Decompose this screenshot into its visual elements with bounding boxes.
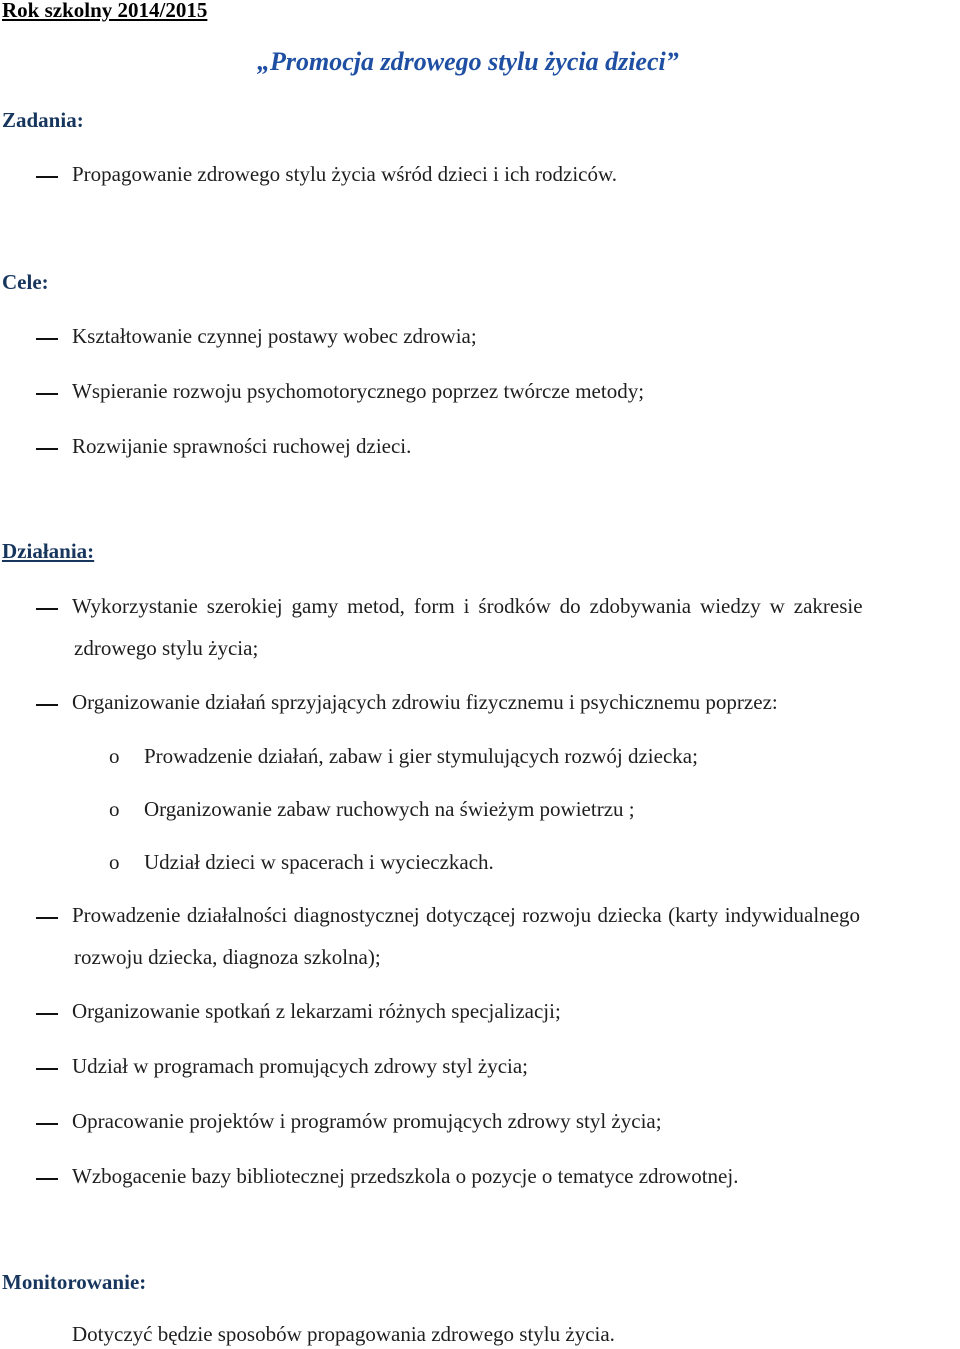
circle-bullet-icon: o xyxy=(109,744,120,768)
section-heading-dzialania: Działania: xyxy=(2,539,95,563)
list-item-continuation: rozwoju dziecka, diagnoza szkolna); xyxy=(74,945,381,969)
dash-bullet-icon xyxy=(36,448,58,450)
sub-list-item: Udział dzieci w spacerach i wycieczkach. xyxy=(144,850,494,874)
dash-bullet-icon xyxy=(36,1068,58,1070)
section-heading-zadania: Zadania: xyxy=(2,108,84,132)
list-item: Wzbogacenie bazy bibliotecznej przedszkola o pozycje o tematyce zdrowotnej. xyxy=(72,1164,739,1188)
dash-bullet-icon xyxy=(36,608,58,610)
circle-bullet-icon: o xyxy=(109,797,120,821)
document-title: „Promocja zdrowego stylu życia dzieci” xyxy=(257,47,679,76)
dash-bullet-icon xyxy=(36,1178,58,1180)
section-heading-monitorowanie: Monitorowanie: xyxy=(2,1270,147,1294)
monitoring-text: Dotyczyć będzie sposobów propagowania zdrowego stylu życia. xyxy=(72,1322,615,1346)
dash-bullet-icon xyxy=(36,1123,58,1125)
dash-bullet-icon xyxy=(36,704,58,706)
sub-list-item: Organizowanie zabaw ruchowych na świeżym powietrzu ; xyxy=(144,797,635,821)
list-item-continuation: zdrowego stylu życia; xyxy=(74,636,259,660)
list-item: Udział w programach promujących zdrowy styl życia; xyxy=(72,1054,529,1078)
list-item: Organizowanie spotkań z lekarzami różnych specjalizacji; xyxy=(72,999,561,1023)
dash-bullet-icon xyxy=(36,1013,58,1015)
list-item: Kształtowanie czynnej postawy wobec zdrowia; xyxy=(72,324,477,348)
circle-bullet-icon: o xyxy=(109,850,120,874)
list-item: Organizowanie działań sprzyjających zdrowiu fizycznemu i psychicznemu poprzez: xyxy=(72,690,778,714)
sub-list-item: Prowadzenie działań, zabaw i gier stymulujących rozwój dziecka; xyxy=(144,744,698,768)
list-item: Opracowanie projektów i programów promujących zdrowy styl życia; xyxy=(72,1109,662,1133)
dash-bullet-icon xyxy=(36,393,58,395)
dash-bullet-icon xyxy=(36,917,58,919)
section-heading-cele: Cele: xyxy=(2,270,49,294)
list-item: Rozwijanie sprawności ruchowej dzieci. xyxy=(72,434,412,458)
dash-bullet-icon xyxy=(36,338,58,340)
list-item: Wspieranie rozwoju psychomotorycznego poprzez twórcze metody; xyxy=(72,379,645,403)
list-item: Prowadzenie działalności diagnostycznej dotyczącej rozwoju dziecka (karty indywidualnego xyxy=(72,903,861,927)
dash-bullet-icon xyxy=(36,176,58,178)
school-year-heading: Rok szkolny 2014/2015 xyxy=(2,0,208,22)
list-item: Propagowanie zdrowego stylu życia wśród dzieci i ich rodziców. xyxy=(72,162,618,186)
list-item: Wykorzystanie szerokiej gamy metod, form i środków do zdobywania wiedzy w zakresie xyxy=(72,594,863,618)
